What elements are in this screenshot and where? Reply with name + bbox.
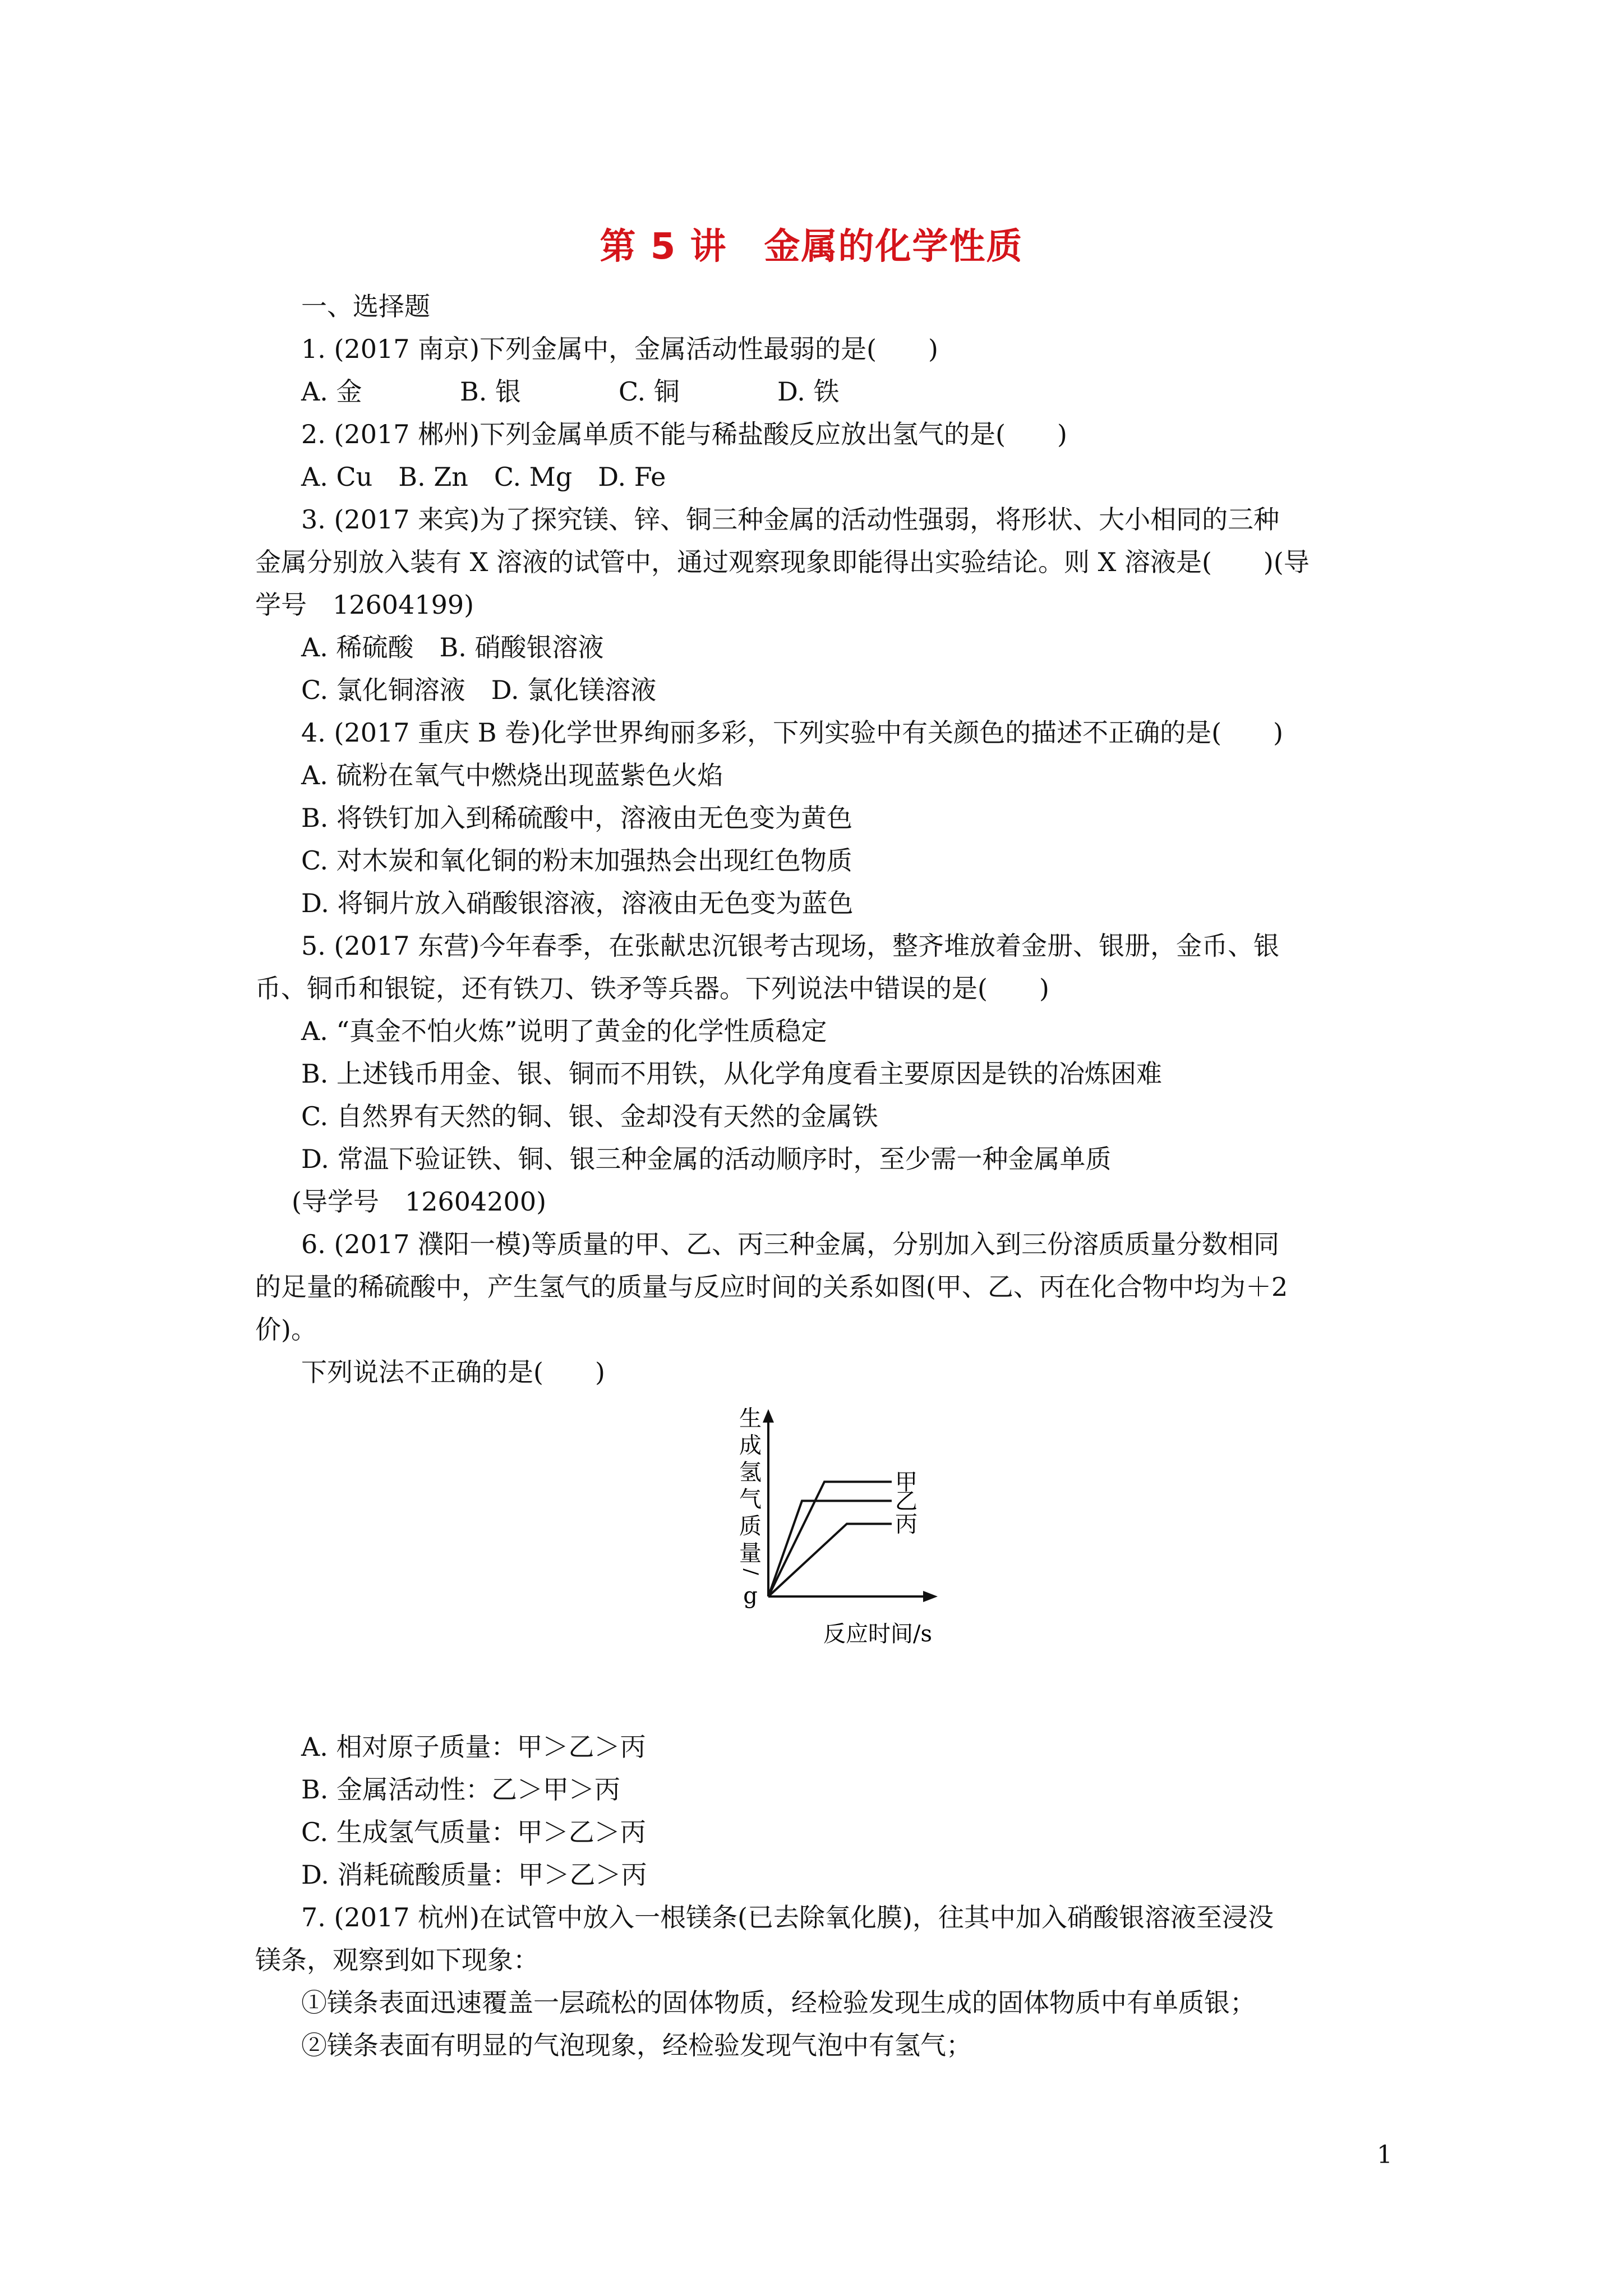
q6-line-1: 6. (2017 濮阳一模)等质量的甲、乙、丙三种金属，分别加入到三份溶质质量分数相同	[301, 1229, 1280, 1259]
q6-option-a: A. 相对原子质量：甲＞乙＞丙	[301, 1732, 646, 1762]
y-label-char: 氢	[739, 1460, 762, 1485]
q1-option-d: D. 铁	[777, 376, 840, 407]
q3-line-3: 学号 12604199)	[255, 590, 474, 620]
x-axis-arrow	[923, 1591, 938, 1602]
q5-line-1: 5. (2017 东营)今年春季，在张献忠沉银考古现场，整齐堆放着金册、银册，金币、银	[301, 931, 1280, 961]
q5-option-a: A. “真金不怕火炼”说明了黄金的化学性质稳定	[301, 1016, 827, 1046]
series-label-1: 乙	[895, 1488, 917, 1515]
q4-option-c: C. 对木炭和氧化铜的粉末加强热会出现红色物质	[301, 845, 852, 876]
q6-line-3: 价)。	[255, 1314, 317, 1345]
y-label-char: 质	[739, 1513, 762, 1539]
hydrogen-mass-chart	[723, 1397, 981, 1649]
q4-option-b: B. 将铁钉加入到稀硫酸中，溶液由无色变为黄色	[301, 803, 853, 833]
q3-options-1: A. 稀硫酸 B. 硝酸银溶液	[301, 632, 604, 662]
q1-option-a: A. 金	[301, 376, 362, 407]
q3-line-1: 3. (2017 来宾)为了探究镁、锌、铜三种金属的活动性强弱，将形状、大小相同的三种	[301, 504, 1280, 535]
y-label-char: 量	[739, 1540, 762, 1566]
q5-option-c: C. 自然界有天然的铜、银、金却没有天然的金属铁	[301, 1101, 878, 1131]
y-label-char: 气	[739, 1487, 762, 1512]
section-heading: 一、选择题	[301, 291, 430, 321]
y-label-char: /	[740, 1568, 762, 1575]
y-label-char: 生	[739, 1406, 762, 1432]
y-axis-label	[739, 1406, 762, 1609]
y-label-char: g	[743, 1583, 758, 1609]
q1-stem: 1. (2017 南京)下列金属中，金属活动性最弱的是( )	[301, 334, 938, 364]
q6-line-4: 下列说法不正确的是( )	[301, 1357, 605, 1387]
q2-stem: 2. (2017 郴州)下列金属单质不能与稀盐酸反应放出氢气的是( )	[301, 419, 1067, 449]
q1-option-c: C. 铜	[619, 376, 680, 407]
q5-line-2: 币、铜币和银锭，还有铁刀、铁矛等兵器。下列说法中错误的是( )	[255, 973, 1049, 1004]
q7-observation-1: ①镁条表面迅速覆盖一层疏松的固体物质，经检验发现生成的固体物质中有单质银；	[301, 1987, 1256, 2018]
q4-option-d: D. 将铜片放入硝酸银溶液，溶液由无色变为蓝色	[301, 888, 854, 918]
q2-options: A. Cu B. Zn C. Mg D. Fe	[301, 462, 666, 492]
series-label-0: 甲	[895, 1469, 917, 1496]
q7-observation-2: ②镁条表面有明显的气泡现象，经检验发现气泡中有氢气；	[301, 2030, 972, 2060]
y-label-char: 成	[739, 1433, 762, 1458]
series-line-1	[768, 1501, 892, 1596]
q1-option-b: B. 银	[460, 376, 522, 407]
page-number: 1	[1377, 2141, 1393, 2169]
x-axis-label: 反应时间/s	[823, 1621, 933, 1647]
q6-line-2: 的足量的稀硫酸中，产生氢气的质量与反应时间的关系如图(甲、乙、丙在化合物中均为＋2	[255, 1272, 1288, 1302]
page-title: 第 5 讲 金属的化学性质	[600, 226, 1023, 268]
q4-stem: 4. (2017 重庆 B 卷)化学世界绚丽多彩，下列实验中有关颜色的描述不正确的是( )	[301, 717, 1284, 748]
q5-option-b: B. 上述钱币用金、银、铜而不用铁，从化学角度看主要原因是铁的冶炼困难	[301, 1059, 1163, 1089]
q6-option-d: D. 消耗硫酸质量：甲＞乙＞丙	[301, 1860, 647, 1890]
q6-option-b: B. 金属活动性：乙＞甲＞丙	[301, 1774, 621, 1805]
q3-line-2: 金属分别放入装有 X 溶液的试管中，通过观察现象即能得出实验结论。则 X 溶液是( )(导	[255, 547, 1310, 577]
q3-options-2: C. 氯化铜溶液 D. 氯化镁溶液	[301, 675, 657, 705]
q5-option-d: D. 常温下验证铁、铜、银三种金属的活动顺序时，至少需一种金属单质	[301, 1144, 1112, 1174]
series-label-2: 丙	[895, 1511, 917, 1538]
y-axis-arrow	[763, 1409, 774, 1423]
q7-line-2: 镁条，观察到如下现象：	[255, 1945, 539, 1975]
q5-guide-number: (导学号 12604200)	[292, 1186, 547, 1217]
q7-line-1: 7. (2017 杭州)在试管中放入一根镁条(已去除氧化膜)，往其中加入硝酸银溶液至浸没	[301, 1902, 1274, 1932]
q4-option-a: A. 硫粉在氧气中燃烧出现蓝紫色火焰	[301, 760, 723, 790]
q6-option-c: C. 生成氢气质量：甲＞乙＞丙	[301, 1817, 646, 1847]
